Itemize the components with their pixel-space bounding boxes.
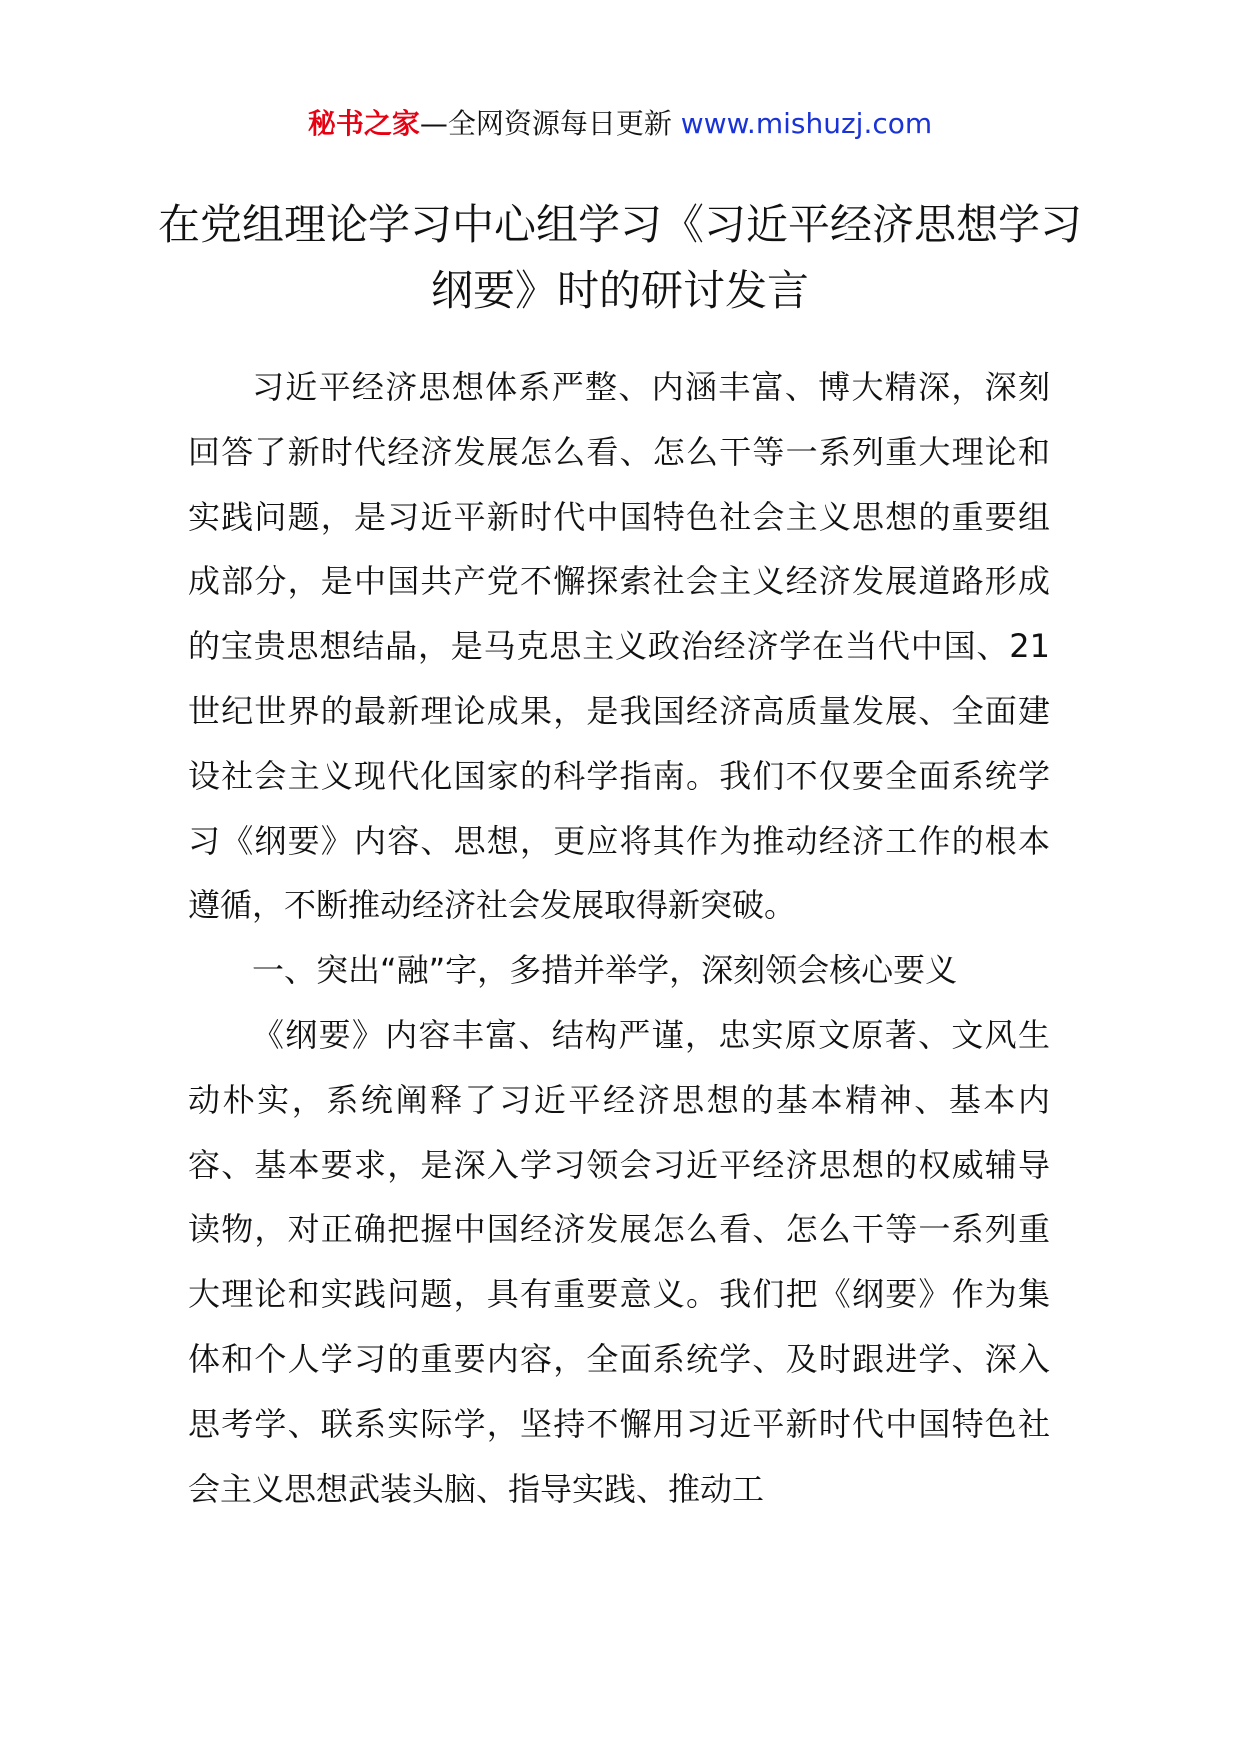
section-heading-1: 一、突出“融”字，多措并举学，深刻领会核心要义 — [252, 951, 958, 990]
document-title: 在党组理论学习中心组学习《习近平经济思想学习纲要》时的研讨发言 — [157, 200, 1082, 316]
brand-name: 秘书之家 — [307, 107, 420, 140]
site-header — [0, 104, 1240, 144]
paragraph-intro: 习近平经济思想体系严整、内涵丰富、博大精深，深刻回答了新时代经济发展怎么看、怎么干等一系列重大理论和实践问题，是习近平新时代中国特色社会主义思想的重要组成部分，是中国共产党不懈探索社会主义经济发展道路形成的宝贵思想结晶，是马克思主义政治经济学在当代中国、21世纪世界的最新理论成果，是我国经济高质量发展、全面建设社会主义现代化国家的科学指南。我们不仅要全面系统学习《纲要》内容、思想，更应将其作为推动经济工作的根本遵循，不断推动经济社会发展取得新突破。 — [188, 368, 1050, 925]
paragraph-section-1: 《纲要》内容丰富、结构严谨，忠实原文原著、文风生动朴实，系统阐释了习近平经济思想的基本精神、基本内容、基本要求，是深入学习领会习近平经济思想的权威辅导读物，对正确把握中国经济发展怎么看、怎么干等一系列重大理论和实践问题，具有重要意义。我们把《纲要》作为集体和个人学习的重要内容，全面系统学、及时跟进学、深入思考学、联系实际学，坚持不懈用习近平新时代中国特色社会主义思想武装头脑、指导实践、推动工 — [188, 1015, 1050, 1508]
site-url-link[interactable]: www.mishuzj.com — [680, 107, 933, 140]
document-body — [188, 355, 1050, 1521]
header-tagline: —全网资源每日更新 — [419, 107, 672, 140]
